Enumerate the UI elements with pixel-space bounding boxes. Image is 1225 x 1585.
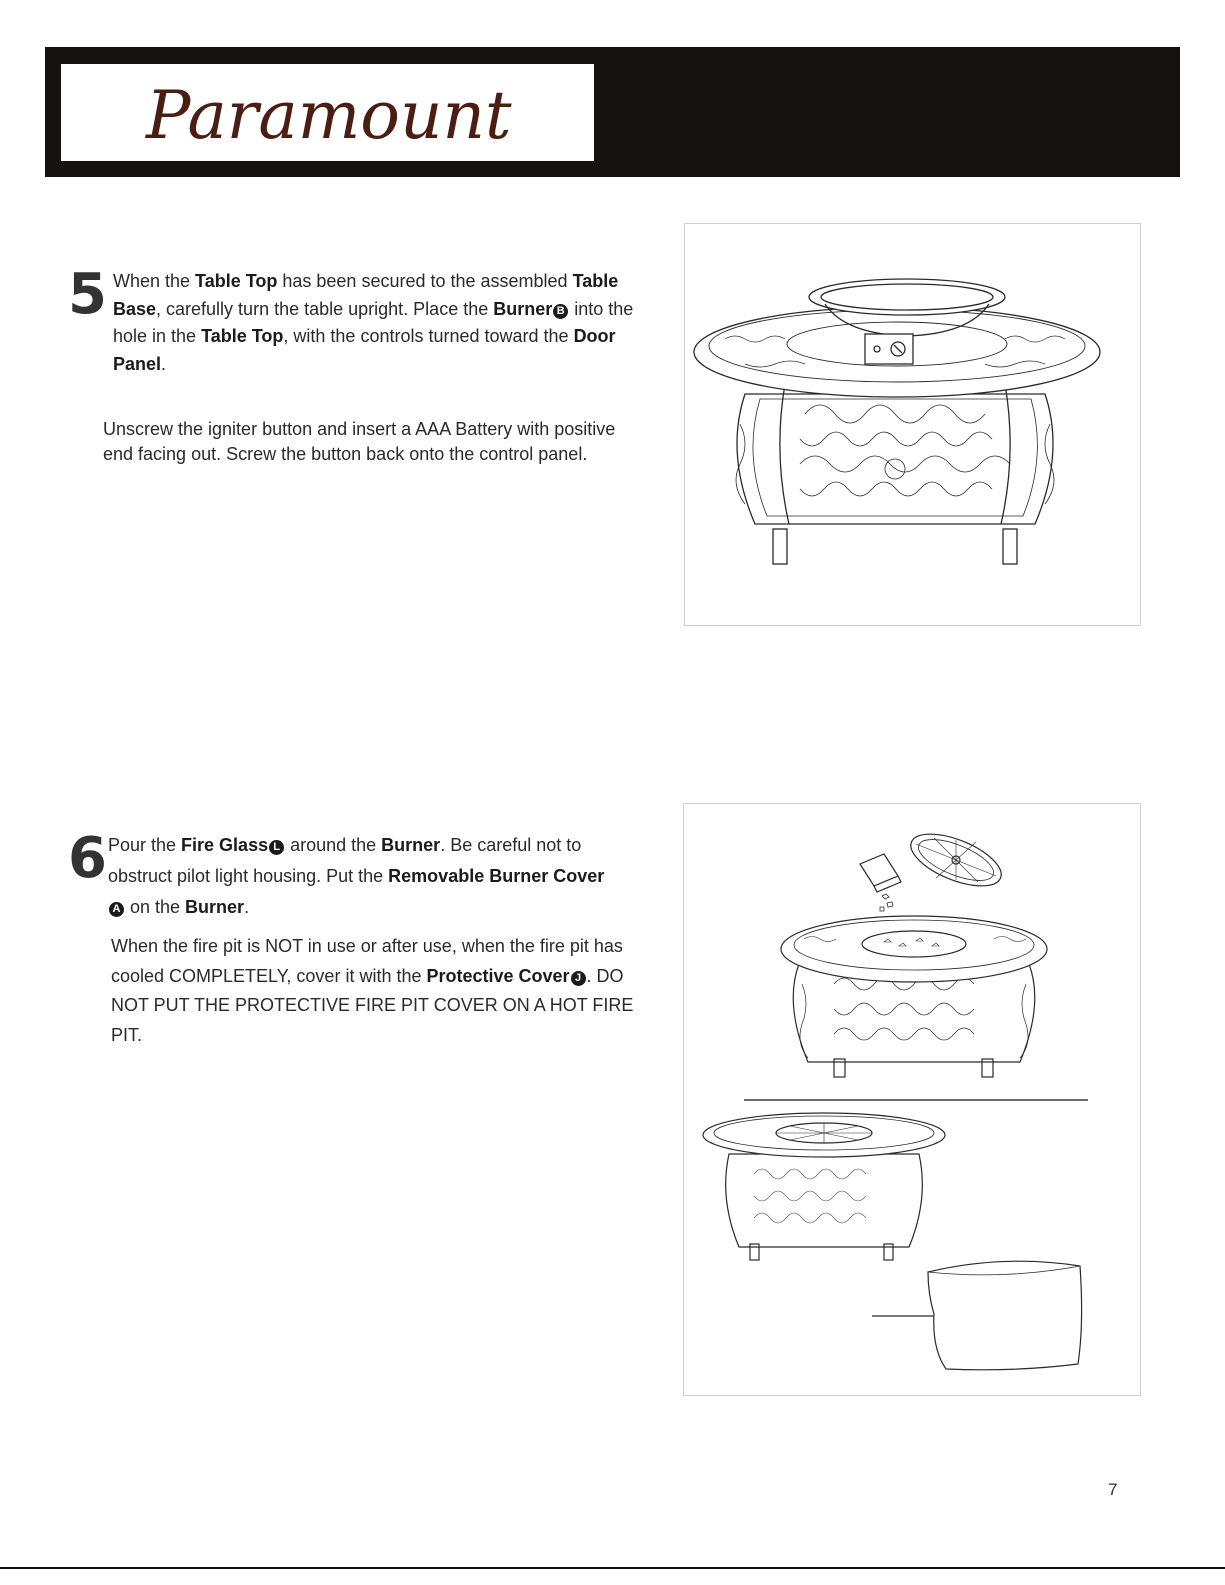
instruction-text: , carefully turn the table upright. Place the <box>156 298 494 319</box>
step-5-instructions <box>113 268 658 378</box>
footer-rule <box>0 1567 1225 1569</box>
instruction-text: Pour the <box>108 835 182 855</box>
step-6-instructions <box>108 830 618 923</box>
part-name: Door Panel <box>113 326 616 374</box>
instruction-text: around the <box>285 835 382 855</box>
instruction-text: into the hole in the <box>113 298 634 346</box>
step-number-5: 5 <box>68 262 107 327</box>
part-name: Protective Cover <box>426 965 570 986</box>
part-name: Removable Burner Cover <box>388 866 605 886</box>
part-name: Table Top <box>195 271 278 291</box>
logo-wordmark: Paramount <box>146 77 512 154</box>
brand-logo <box>61 64 594 161</box>
part-name: Fire Glass <box>181 835 269 855</box>
instruction-text: on the <box>125 897 186 917</box>
instruction-text: When the <box>113 271 196 291</box>
instruction-text: , with the controls turned toward the <box>283 326 574 346</box>
instruction-text: has been secured to the assembled <box>277 271 573 291</box>
protective-cover-note <box>111 932 636 1050</box>
part-letter-badge: A <box>109 902 124 917</box>
battery-note: Unscrew the igniter button and insert a AAA Battery with positive end facing out. Screw the button back onto the control panel. <box>103 419 616 464</box>
figure-step-5 <box>684 223 1141 626</box>
figure-step-6 <box>683 803 1141 1396</box>
part-letter-badge: L <box>269 840 284 855</box>
part-name: Table Base <box>113 271 619 319</box>
instruction-text: . <box>161 353 167 374</box>
page-number: 7 <box>1108 1480 1118 1499</box>
instruction-text: . <box>244 897 250 917</box>
part-name: Table Top <box>201 326 284 346</box>
part-name: Burner <box>381 835 441 855</box>
part-name: Burner <box>185 897 245 917</box>
instruction-text: . DO NOT PUT THE PROTECTIVE FIRE PIT COVER ON A HOT FIRE PIT. <box>111 965 634 1045</box>
part-name: Burner <box>493 298 553 319</box>
step-number-6: 6 <box>68 826 107 891</box>
instruction-text: . Be careful not to obstruct pilot light housing. Put the <box>108 835 582 886</box>
instruction-text: When the fire pit is NOT in use or after use, when the fire pit has cooled COMPLETELY, cover it with the <box>111 936 623 986</box>
part-letter-badge: B <box>553 304 568 319</box>
part-letter-badge: J <box>571 971 586 986</box>
